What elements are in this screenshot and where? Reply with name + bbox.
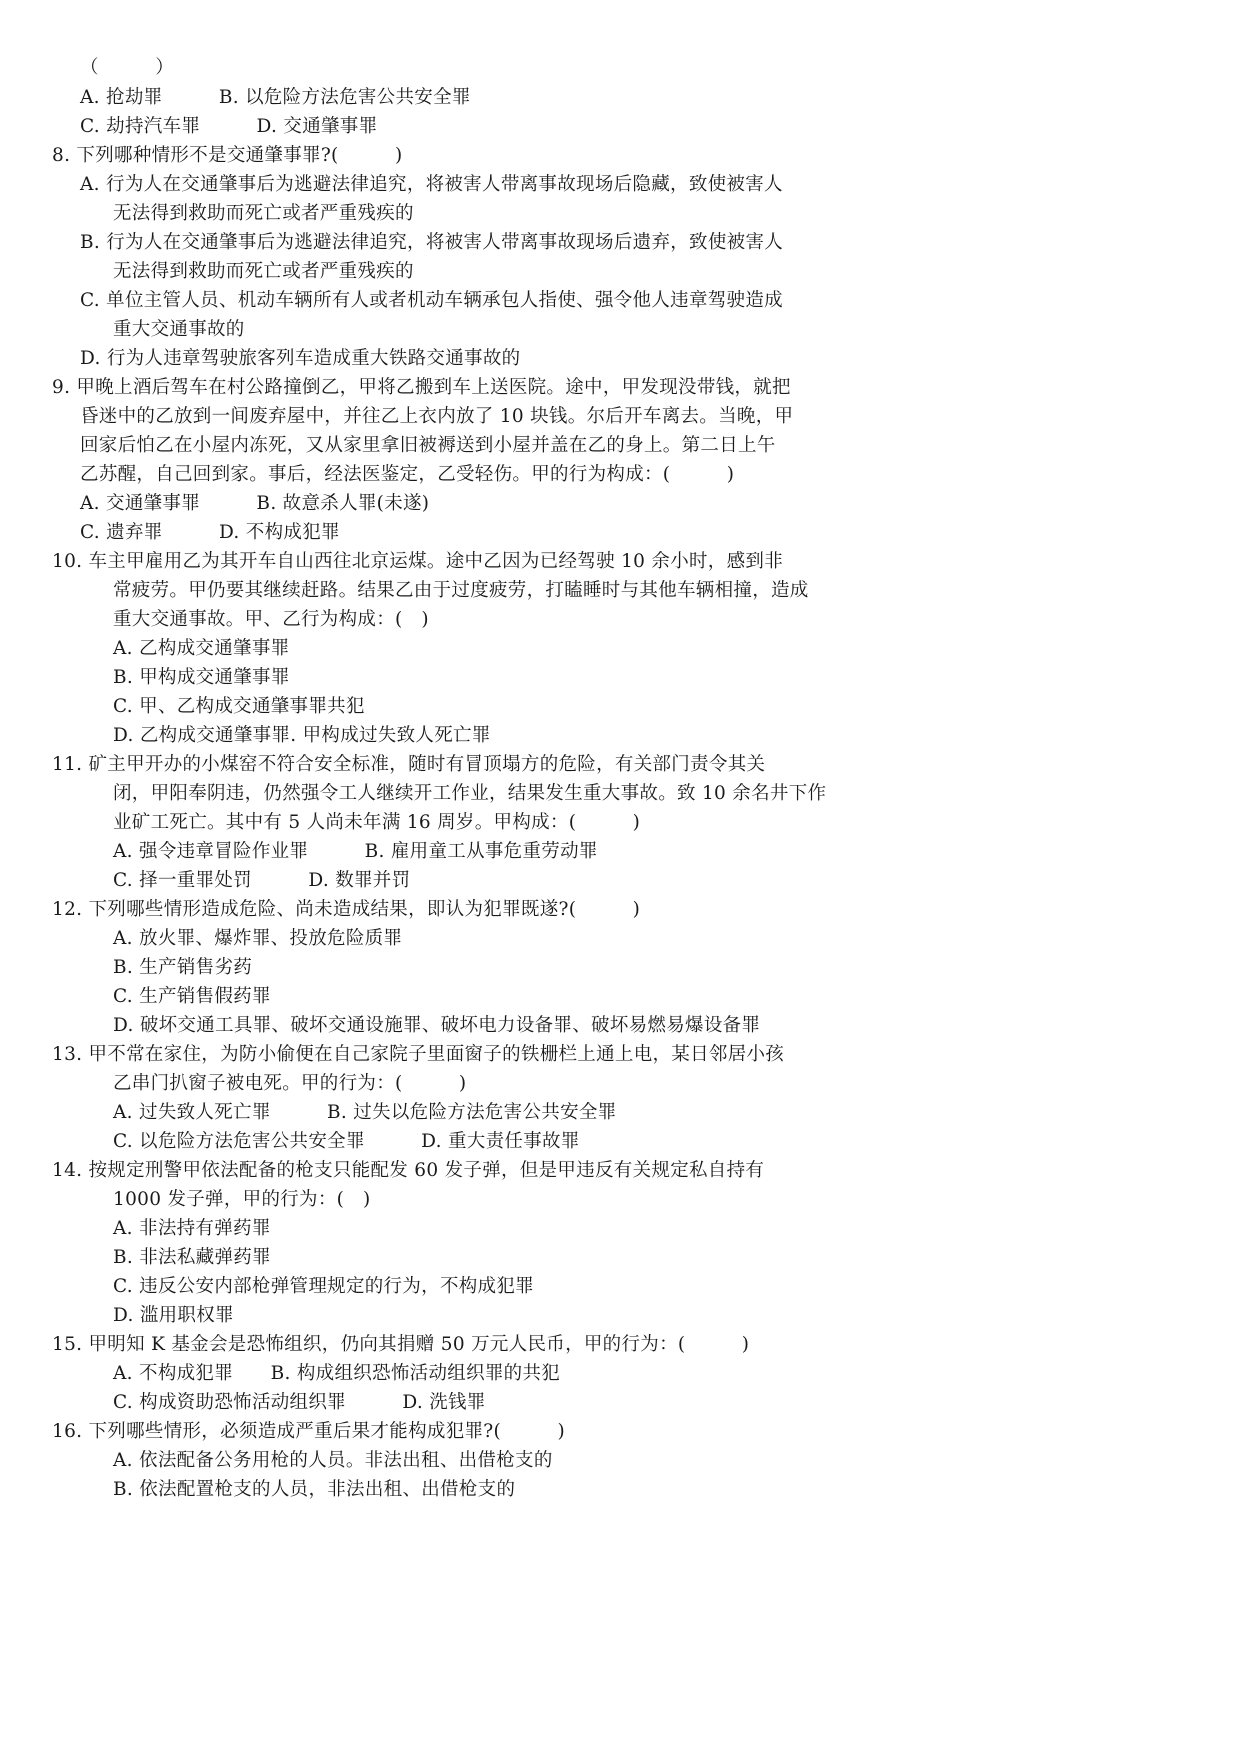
text-line: A. 放火罪、爆炸罪、投放危险质罪: [113, 928, 403, 949]
text-line: 14. 按规定刑警甲依法配备的枪支只能配发 60 发子弹，但是甲违反有关规定私自持有: [52, 1160, 765, 1181]
text-line: 重大交通事故。甲、乙行为构成：( ): [113, 609, 429, 630]
text-line: 1000 发子弹，甲的行为：( ): [113, 1189, 371, 1210]
text-line: D. 乙构成交通肇事罪. 甲构成过失致人死亡罪: [113, 725, 491, 746]
text-line: A. 抢劫罪 B. 以危险方法危害公共安全罪: [80, 87, 471, 108]
text-line: 乙串门扒窗子被电死。甲的行为：( ): [113, 1073, 467, 1094]
text-line: A. 乙构成交通肇事罪: [113, 638, 290, 659]
text-line: C. 择一重罪处罚 D. 数罪并罚: [113, 870, 411, 891]
text-line: 重大交通事故的: [113, 319, 245, 340]
text-line: 13. 甲不常在家住，为防小偷便在自己家院子里面窗子的铁栅栏上通上电，某日邻居小孩: [52, 1044, 785, 1065]
text-line: A. 依法配备公务用枪的人员。非法出租、出借枪支的: [113, 1450, 553, 1471]
text-line: C. 生产销售假药罪: [113, 986, 271, 1007]
text-line: 业矿工死亡。其中有 5 人尚未年满 16 周岁。甲构成：( ): [113, 812, 641, 833]
text-line: 8. 下列哪种情形不是交通肇事罪?( ): [52, 145, 403, 166]
text-line: 昏迷中的乙放到一间废弃屋中，并往乙上衣内放了 10 块钱。尔后开车离去。当晚，甲: [80, 406, 794, 427]
text-line: D. 行为人违章驾驶旅客列车造成重大铁路交通事故的: [80, 348, 521, 369]
text-line: A. 交通肇事罪 B. 故意杀人罪(未遂): [80, 493, 430, 514]
text-line: 11. 矿主甲开办的小煤窑不符合安全标准，随时有冒顶塌方的危险，有关部门责令其关: [52, 754, 766, 775]
text-line: 乙苏醒，自己回到家。事后，经法医鉴定，乙受轻伤。甲的行为构成：( ): [80, 464, 735, 485]
text-line: 16. 下列哪些情形，必须造成严重后果才能构成犯罪?( ): [52, 1421, 565, 1442]
text-line: 12. 下列哪些情形造成危险、尚未造成结果，即认为犯罪既遂?( ): [52, 899, 641, 920]
text-line: B. 依法配置枪支的人员，非法出租、出借枪支的: [113, 1479, 516, 1500]
text-line: C. 以危险方法危害公共安全罪 D. 重大责任事故罪: [113, 1131, 580, 1152]
text-line: A. 强令违章冒险作业罪 B. 雇用童工从事危重劳动罪: [113, 841, 598, 862]
text-line: B. 非法私藏弹药罪: [113, 1247, 271, 1268]
text-line: D. 滥用职权罪: [113, 1305, 234, 1326]
text-line: C. 单位主管人员、机动车辆所有人或者机动车辆承包人指使、强令他人违章驾驶造成: [80, 290, 783, 311]
text-line: A. 不构成犯罪 B. 构成组织恐怖活动组织罪的共犯: [113, 1363, 561, 1384]
text-line: 无法得到救助而死亡或者严重残疾的: [113, 203, 414, 224]
text-line: 常疲劳。甲仍要其继续赶路。结果乙由于过度疲劳，打瞌睡时与其他车辆相撞，造成: [113, 580, 809, 601]
text-line: 15. 甲明知 K 基金会是恐怖组织，仍向其捐赠 50 万元人民币，甲的行为：( ): [52, 1334, 750, 1355]
text-line: C. 违反公安内部枪弹管理规定的行为，不构成犯罪: [113, 1276, 534, 1297]
text-line: 无法得到救助而死亡或者严重残疾的: [113, 261, 414, 282]
text-line: （ ）: [80, 57, 175, 78]
text-line: 10. 车主甲雇用乙为其开车自山西往北京运煤。途中乙因为已经驾驶 10 余小时，感到非: [52, 551, 784, 572]
text-line: A. 过失致人死亡罪 B. 过失以危险方法危害公共安全罪: [113, 1102, 617, 1123]
text-line: B. 甲构成交通肇事罪: [113, 667, 290, 688]
text-line: C. 构成资助恐怖活动组织罪 D. 洗钱罪: [113, 1392, 486, 1413]
text-line: 回家后怕乙在小屋内冻死，又从家里拿旧被褥送到小屋并盖在乙的身上。第二日上午: [80, 435, 776, 456]
text-line: 闭，甲阳奉阴违，仍然强令工人继续开工作业，结果发生重大事故。致 10 余名井下作: [113, 783, 827, 804]
text-line: A. 行为人在交通肇事后为逃避法律追究，将被害人带离事故现场后隐藏，致使被害人: [80, 174, 783, 195]
text-line: B. 行为人在交通肇事后为逃避法律追究，将被害人带离事故现场后遗弃，致使被害人: [80, 232, 784, 253]
text-line: B. 生产销售劣药: [113, 957, 253, 978]
text-line: C. 劫持汽车罪 D. 交通肇事罪: [80, 116, 378, 137]
text-line: C. 遗弃罪 D. 不构成犯罪: [80, 522, 340, 543]
text-line: 9. 甲晚上酒后驾车在村公路撞倒乙，甲将乙搬到车上送医院。途中，甲发现没带钱，就把: [52, 377, 791, 398]
text-line: A. 非法持有弹药罪: [113, 1218, 271, 1239]
text-line: C. 甲、乙构成交通肇事罪共犯: [113, 696, 365, 717]
text-line: D. 破坏交通工具罪、破坏交通设施罪、破坏电力设备罪、破坏易燃易爆设备罪: [113, 1015, 761, 1036]
